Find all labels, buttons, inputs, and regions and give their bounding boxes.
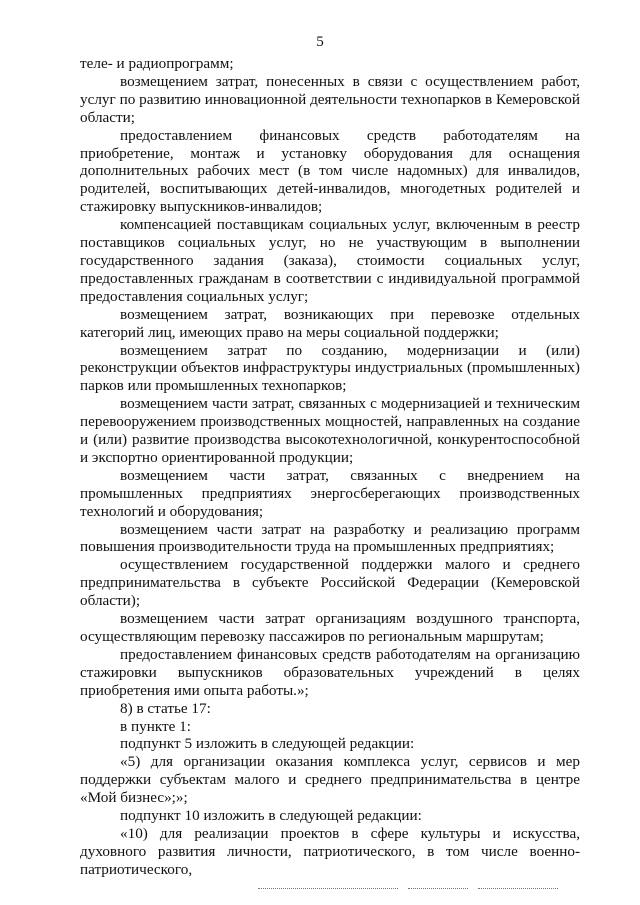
- paragraph: подпункт 10 изложить в следующей редакции:: [120, 807, 422, 825]
- paragraph: подпункт 5 изложить в следующей редакции:: [120, 735, 415, 753]
- paragraph: возмещением части затрат, связанных с модернизацией и техническим перевооружением производственных мощностей, направленных на создание и (или) развитие производства высокотехнологичной, конкурентоспособной и экспортно ориентированной продукции;: [80, 395, 580, 466]
- page-number: 5: [316, 34, 324, 50]
- paragraph: возмещением части затрат на разработку и реализацию программ повышения производительности труда на промышленных предприятиях;: [80, 520, 580, 556]
- paragraph: возмещением затрат, возникающих при перевозке отдельных категорий лиц, имеющих право на меры социальной поддержки;: [80, 305, 580, 341]
- paragraph: возмещением затрат, понесенных в связи с осуществлением работ, услуг по развитию инновационной деятельности технопарков в Кемеровской области;: [80, 72, 580, 126]
- paragraph: возмещением затрат по созданию, модернизации и (или) реконструкции объектов инфраструктуры индустриальных (промышленных) парков или промышленных технопарков;: [80, 341, 580, 395]
- footer-dotted-line: [408, 888, 468, 889]
- footer-dotted-line: [258, 888, 398, 889]
- paragraph: предоставлением финансовых средств работодателям на организацию стажировки выпускников образовательных учреждений в целях приобретения ими опыта работы.»;: [80, 645, 580, 699]
- paragraph: 8) в статье 17:: [120, 699, 211, 717]
- document-body: [80, 55, 580, 879]
- paragraph: компенсацией поставщикам социальных услуг, включенным в реестр поставщиков социальных услуг, но не участвующим в выполнении государственного задания (заказа), стоимости социальных услуг, предоставленных гражданам в соответствии с индивидуальной программой предоставления социальных услуг;: [80, 216, 580, 305]
- paragraph: предоставлением финансовых средств работодателям на приобретение, монтаж и установку оборудования для оснащения дополнительных рабочих мест (в том числе надомных) для инвалидов, родителей, воспитывающих детей-инвалидов, многодетных родителей и стажировку выпускников-инвалидов;: [80, 126, 580, 216]
- footer-dotted-line: [478, 888, 558, 889]
- paragraph: «5) для организации оказания комплекса услуг, сервисов и мер поддержки субъектам малого и среднего предпринимательства в центре «Мой бизнес»;»;: [80, 753, 580, 807]
- paragraph: возмещением части затрат организациям воздушного транспорта, осуществляющим перевозку пассажиров по региональным маршрутам;: [80, 610, 580, 645]
- paragraph: осуществлением государственной поддержки малого и среднего предпринимательства в субъекте Российской Федерации (Кемеровской области);: [80, 556, 580, 610]
- paragraph: в пункте 1:: [120, 717, 191, 735]
- paragraph: теле- и радиопрограмм;: [80, 55, 234, 72]
- paragraph: возмещением части затрат, связанных с внедрением на промышленных предприятиях энергосберегающих производственных технологий и оборудования;: [80, 466, 580, 520]
- paragraph: «10) для реализации проектов в сфере культуры и искусства, духовного развития личности, патриотического, в том числе военно-патриотического,: [80, 824, 580, 878]
